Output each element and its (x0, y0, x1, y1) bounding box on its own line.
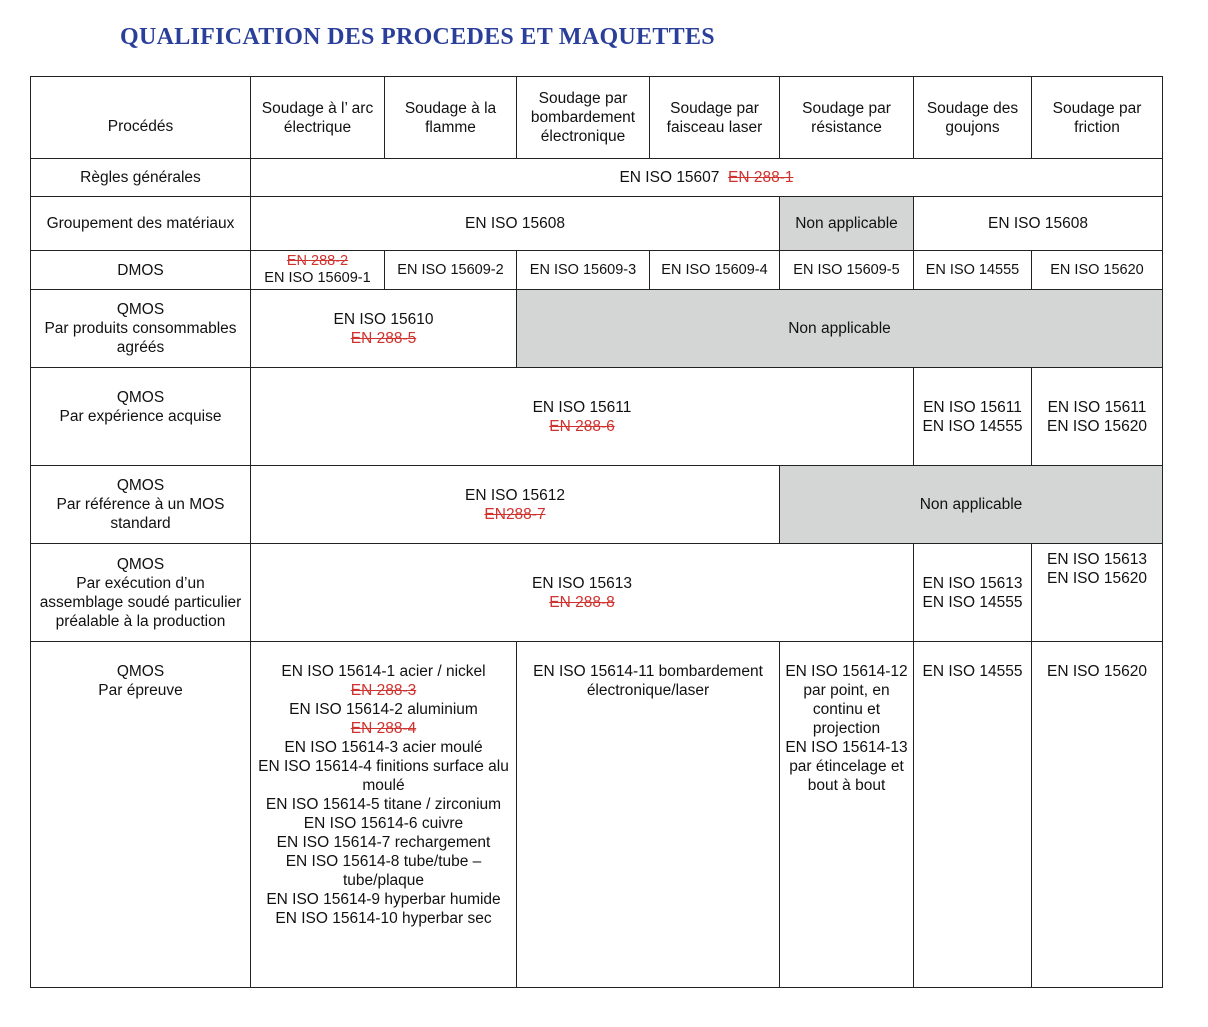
row-regles (31, 159, 1163, 197)
row-consommables (31, 290, 1163, 368)
row-label: QMOS (116, 477, 165, 494)
standard-ref: EN ISO 15614-12 par point, en continu et projection (785, 663, 908, 737)
experience-friction-cell (1032, 368, 1163, 466)
page-title: QUALIFICATION DES PROCEDES ET MAQUETTES (120, 24, 715, 50)
regles-value-cell (251, 159, 1163, 197)
header-goujons: Soudage des goujons (914, 77, 1032, 159)
standard-ref: EN ISO 15614-13 par étincelage et bout à bout (785, 739, 908, 794)
standard-ref: EN ISO 14555 (914, 251, 1032, 290)
na-cell: Non applicable (780, 466, 1163, 544)
row-label-cell (31, 368, 251, 466)
row-sublabel: Par exécution d’un assemblage soudé particulier préalable à la production (39, 574, 242, 630)
consommables-value-cell (251, 290, 517, 368)
row-label: QMOS (116, 389, 165, 406)
dmos-arc-cell (251, 251, 385, 290)
standard-ref: EN ISO 15620 (1047, 570, 1147, 587)
standard-ref: EN ISO 15612 (465, 486, 565, 504)
standard-ref: EN ISO 15614-2 aluminium (289, 701, 478, 718)
row-groupement (31, 197, 1163, 251)
standard-ref: EN ISO 15609-2 (385, 251, 517, 290)
epreuve-resistance-cell (780, 642, 914, 988)
header-bombardement: Soudage par bombardement électronique (517, 77, 650, 159)
execution-goujons-cell (914, 544, 1032, 642)
header-friction: Soudage par friction (1032, 77, 1163, 159)
standard-ref: EN ISO 15611 (923, 398, 1022, 416)
standard-ref: EN ISO 15614-6 cuivre (303, 815, 464, 832)
row-execution (31, 544, 1163, 642)
standard-ref: EN ISO 15613 (1047, 551, 1147, 568)
row-standard (31, 466, 1163, 544)
row-sublabel: Par épreuve (98, 682, 183, 699)
experience-goujons-cell (914, 368, 1032, 466)
standard-ref: EN ISO 15614-1 acier / nickel (281, 663, 486, 680)
header-procedes: Procédés (31, 77, 251, 159)
execution-friction-cell (1032, 544, 1163, 642)
standard-ref: EN ISO 15614-11 bombardement électronique/laser (517, 642, 780, 988)
standard-ref: EN ISO 15609-3 (517, 251, 650, 290)
standard-ref: EN ISO 15614-4 finitions surface alu moulé (258, 758, 509, 794)
header-flamme: Soudage à la flamme (385, 77, 517, 159)
header-arc: Soudage à l’ arc électrique (251, 77, 385, 159)
standard-ref: EN ISO 15609-5 (780, 251, 914, 290)
standard-ref: EN ISO 15613 (532, 574, 632, 592)
header-resistance: Soudage par résistance (780, 77, 914, 159)
row-sublabel: Par référence à un MOS standard (56, 496, 225, 532)
standard-ref: EN ISO 15614-10 hyperbar sec (275, 910, 492, 927)
standard-ref: EN ISO 15620 (1032, 642, 1163, 988)
standard-ref: EN ISO 15608 (914, 197, 1163, 251)
qualification-table (30, 76, 1163, 988)
standard-ref: EN ISO 15620 (1032, 251, 1163, 290)
standard-ref: EN ISO 15620 (1047, 417, 1147, 435)
standard-ref: EN ISO 15608 (251, 197, 780, 251)
standard-ref: EN ISO 14555 (914, 642, 1032, 988)
struck-ref: EN 288-3 (350, 682, 417, 699)
standard-ref: EN ISO 15609-1 (264, 270, 371, 286)
na-cell: Non applicable (780, 197, 914, 251)
header-row (31, 77, 1163, 159)
standard-ref: EN ISO 14555 (922, 593, 1023, 611)
na-cell: Non applicable (517, 290, 1163, 368)
standard-ref: EN ISO 15613 (922, 574, 1023, 592)
standard-ref: EN ISO 15607 (619, 169, 720, 186)
row-label-cell (31, 290, 251, 368)
struck-ref: EN288-7 (484, 505, 546, 523)
struck-ref: EN 288-2 (286, 253, 349, 269)
row-label: Règles générales (31, 159, 251, 197)
row-dmos (31, 251, 1163, 290)
struck-ref: EN 288-6 (549, 417, 615, 435)
standard-ref: EN ISO 15610 (333, 310, 434, 328)
standard-ref: EN ISO 15611 (1047, 398, 1147, 416)
row-label: QMOS (116, 663, 165, 680)
struck-ref: EN 288-1 (728, 169, 794, 186)
struck-ref: EN 288-4 (350, 720, 417, 737)
standard-value-cell (251, 466, 780, 544)
execution-value-cell (251, 544, 914, 642)
row-sublabel: Par produits consommables agréés (44, 320, 237, 356)
row-epreuve (31, 642, 1163, 988)
epreuve-arc-cell (251, 642, 517, 988)
row-label-cell (31, 466, 251, 544)
experience-value-cell (251, 368, 914, 466)
header-laser: Soudage par faisceau laser (650, 77, 780, 159)
struck-ref: EN 288-8 (549, 593, 615, 611)
row-label-cell (31, 544, 251, 642)
standard-ref: EN ISO 14555 (922, 417, 1023, 435)
standard-ref: EN ISO 15609-4 (650, 251, 780, 290)
row-sublabel: Par expérience acquise (59, 408, 222, 425)
standard-ref: EN ISO 15614-9 hyperbar humide (266, 891, 501, 908)
row-label: DMOS (31, 251, 251, 290)
standard-ref: EN ISO 15614-7 rechargement (276, 834, 491, 851)
standard-ref: EN ISO 15614-8 tube/tube – tube/plaque (285, 853, 482, 889)
standard-ref: EN ISO 15614-5 titane / zirconium (265, 796, 502, 813)
row-label: QMOS (116, 555, 165, 573)
row-label: Groupement des matériaux (31, 197, 251, 251)
standard-ref: EN ISO 15611 (532, 398, 632, 416)
row-experience (31, 368, 1163, 466)
row-label: QMOS (116, 301, 165, 318)
struck-ref: EN 288-5 (350, 329, 417, 347)
standard-ref: EN ISO 15614-3 acier moulé (284, 739, 483, 756)
row-label-cell (31, 642, 251, 988)
